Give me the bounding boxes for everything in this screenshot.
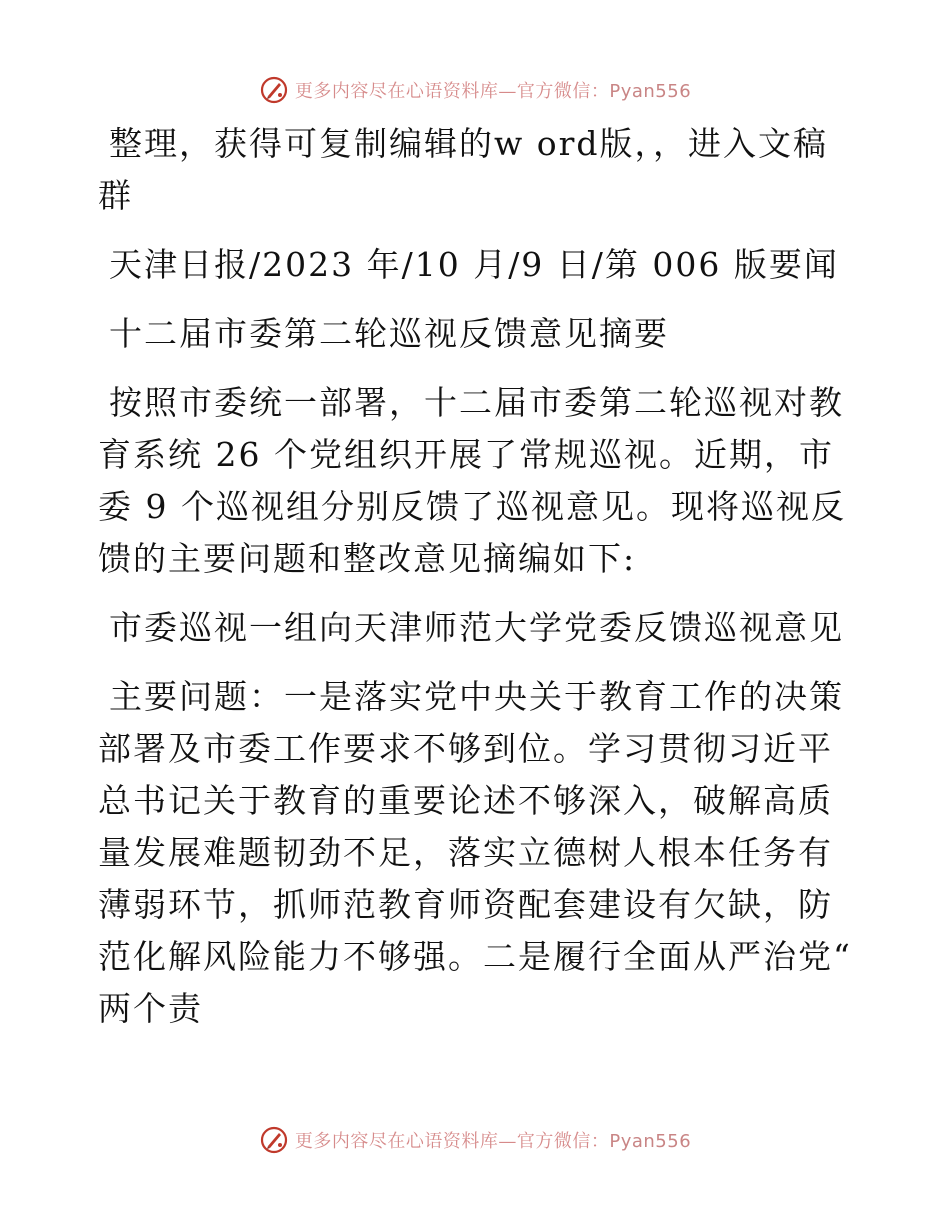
body-paragraph: 主要问题：一是落实党中央关于教育工作的决策部署及市委工作要求不够到位。学习贯彻习近平总书记关于教育的重要论述不够深入，破解高质量发展难题韧劲不足，落实立德树人根本任务有薄弱环节，抓师范教育师资配套建设有欠缺，防范化解风险能力不够强。二是履行全面从严治党“ 两个责 (98, 677, 852, 1028)
source-line: 天津日报/2023 年/10 月/9 日/第 006 版要闻 (109, 245, 839, 284)
watermark-text (295, 1127, 691, 1153)
quill-seal-icon (259, 1125, 289, 1155)
section-heading: 市委巡视一组向天津师范大学党委反馈巡视意见 (109, 608, 844, 647)
watermark-label: 更多内容尽在心语资料库—官方微信： (294, 81, 610, 102)
article-title: 十二届市委第二轮巡视反馈意见摘要 (109, 314, 669, 353)
lead-paragraph: 按照市委统一部署，十二届市委第二轮巡视对教育系统 26 个党组织开展了常规巡视。近期，市委 9 个巡视组分别反馈了巡视意见。现将巡视反馈的主要问题和整改意见摘编如下: (98, 383, 846, 578)
watermark-group (259, 1125, 691, 1155)
intro-paragraph: 整理，获得可复制编辑的w ord版，，进入文稿群 (98, 124, 829, 215)
watermark-text (295, 77, 691, 103)
quill-seal-icon (259, 75, 289, 105)
header-watermark (0, 70, 950, 110)
watermark-label: 更多内容尽在心语资料库—官方微信： (294, 1131, 610, 1152)
footer-watermark (0, 1120, 950, 1160)
watermark-wechat-id: Pyan556 (609, 1131, 692, 1152)
watermark-group (259, 75, 691, 105)
document-body (98, 118, 858, 1035)
watermark-wechat-id: Pyan556 (609, 81, 692, 102)
